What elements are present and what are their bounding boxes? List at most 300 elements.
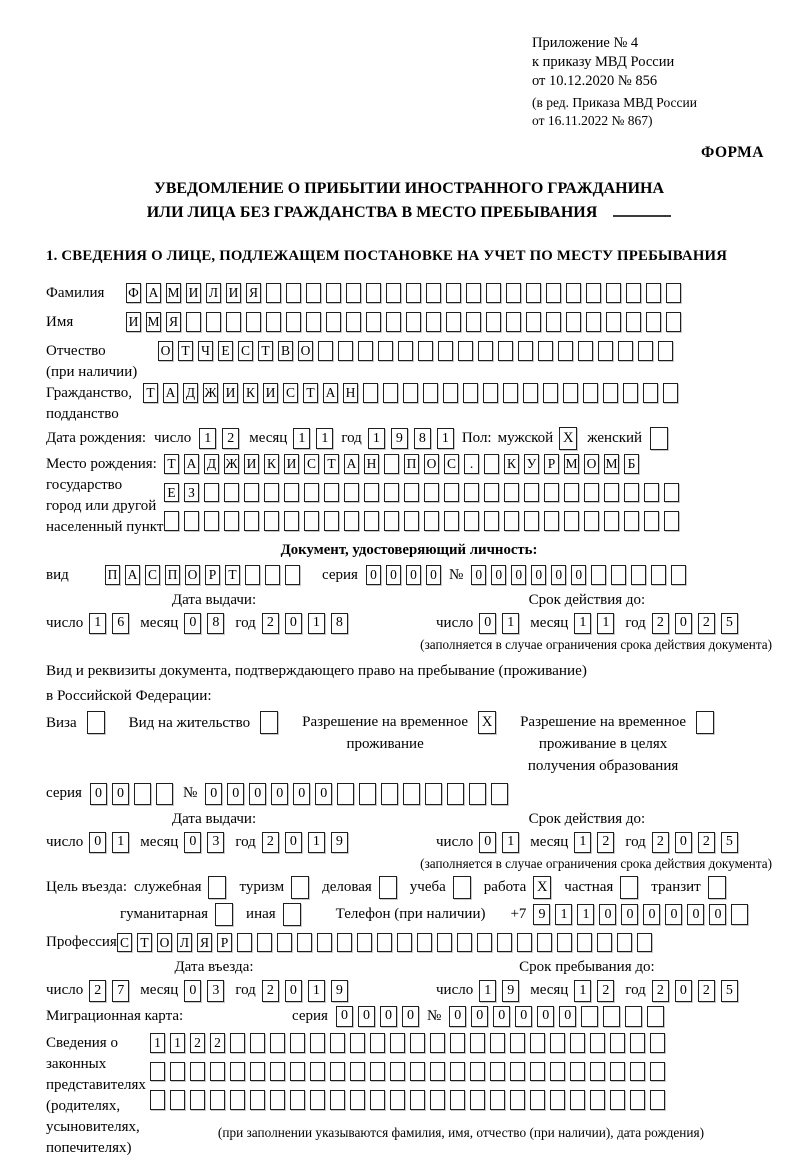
stay-until-header: Срок пребывания до: [519, 959, 655, 975]
form-cell: 0 [599, 904, 616, 926]
form-cell: 8 [331, 613, 348, 635]
form-cell [284, 483, 299, 503]
form-cell [470, 1090, 485, 1110]
form-cell [450, 1033, 465, 1053]
form-cell: 1 [199, 428, 216, 450]
form-cell [370, 1090, 385, 1110]
stay-year [652, 980, 738, 1002]
form-cell [350, 1062, 365, 1082]
form-cell: 0 [315, 783, 332, 805]
field-given-name [46, 312, 772, 333]
form-cell [510, 1033, 525, 1053]
field-representatives [46, 1033, 772, 1159]
form-cell [404, 483, 419, 503]
form-cell [498, 341, 513, 361]
form-cell [450, 1062, 465, 1082]
entry-date-line [46, 980, 382, 1002]
form-cell [404, 511, 419, 531]
birth-date-label: Дата рождения: [46, 430, 147, 446]
form-cell [338, 341, 353, 361]
form-cell [326, 312, 341, 332]
day-word: число [154, 430, 192, 446]
form-cell [134, 783, 151, 805]
form-cell [215, 903, 233, 926]
form-cell [630, 1090, 645, 1110]
migration-card-label: Миграционная карта: [46, 1007, 184, 1024]
form-cell [558, 341, 573, 361]
form-cell [630, 1062, 645, 1082]
purpose-label: Цель въезда: [46, 879, 127, 895]
form-cell [443, 383, 458, 403]
identity-series-cells [366, 565, 441, 585]
form-cell [444, 483, 459, 503]
form-cell: 0 [285, 613, 302, 635]
day-word: число [46, 982, 84, 999]
form-cell [603, 383, 618, 403]
form-cell [204, 511, 219, 531]
form-cell [310, 1090, 325, 1110]
form-cell: К [264, 454, 279, 474]
surname-cells [126, 283, 681, 303]
form-cell: 9 [391, 428, 408, 450]
form-cell: 2 [698, 613, 715, 635]
form-cell [546, 312, 561, 332]
form-cell [644, 483, 659, 503]
purpose-private-checkbox [620, 876, 638, 899]
form-cell [598, 341, 613, 361]
month-word: месяц [530, 982, 569, 999]
appendix-line: Приложение № 4 [532, 35, 639, 51]
field-citizenship [46, 383, 772, 425]
stay-until-line [436, 980, 738, 1002]
form-cell [310, 1062, 325, 1082]
form-cell: Т [143, 383, 158, 403]
form-cell [358, 341, 373, 361]
form-cell [610, 1090, 625, 1110]
form-cell [484, 511, 499, 531]
form-cell [170, 1062, 185, 1082]
form-cell: И [226, 283, 241, 303]
representatives-label: Сведения о законных представителях (родителях, усыновителях, попечителях) [46, 1035, 146, 1156]
form-cell [260, 711, 278, 734]
form-cell [285, 565, 300, 585]
identity-expiry-day [479, 613, 519, 635]
form-cell: М [146, 312, 161, 332]
form-cell: М [564, 454, 579, 474]
form-cell: С [238, 341, 253, 361]
form-cell [546, 283, 561, 303]
profession-cells [117, 933, 652, 953]
purpose-study-checkbox [453, 876, 471, 899]
form-cell: 0 [531, 565, 546, 585]
residence-issue-line [46, 832, 382, 854]
form-cell: 0 [709, 904, 726, 926]
form-cell [486, 283, 501, 303]
residence-issue-col [46, 811, 382, 854]
identity-issue-col [46, 592, 382, 635]
form-cell [164, 511, 179, 531]
form-cell [150, 1062, 165, 1082]
form-cell [418, 341, 433, 361]
form-cell: П [165, 565, 180, 585]
form-cell: 1 [574, 613, 591, 635]
form-cell [524, 483, 539, 503]
form-cell [618, 341, 633, 361]
option-residence-permit [129, 711, 278, 735]
day-word: число [46, 833, 84, 850]
form-cell: Ч [198, 341, 213, 361]
form-cell: И [223, 383, 238, 403]
form-cell [650, 1062, 665, 1082]
residence-issue-day [89, 832, 129, 854]
purpose-tourism-label: туризм [239, 879, 285, 895]
form-cell [230, 1090, 245, 1110]
purpose-tourism-checkbox [291, 876, 309, 899]
citizenship-label: Гражданство, подданство [46, 385, 133, 422]
form-cell: М [166, 283, 181, 303]
form-cell [550, 1062, 565, 1082]
identity-issue-month [184, 613, 224, 635]
form-cell [597, 933, 612, 953]
form-cell [625, 1006, 642, 1028]
form-title-line1: УВЕДОМЛЕНИЕ О ПРИБЫТИИ ИНОСТРАННОГО ГРАЖДАНИНА [153, 180, 665, 197]
form-cell [264, 511, 279, 531]
form-cell [453, 876, 471, 899]
residence-permit-checkbox [260, 711, 278, 734]
form-cell [731, 904, 748, 926]
form-cell [590, 1062, 605, 1082]
identity-kind-label: вид [46, 566, 69, 583]
form-cell [206, 312, 221, 332]
purpose-row [46, 876, 772, 899]
form-cell: 1 [574, 832, 591, 854]
form-cell [230, 1033, 245, 1053]
form-cell [504, 483, 519, 503]
form-cell: А [184, 454, 199, 474]
form-cell [208, 876, 226, 899]
form-cell: О [185, 565, 200, 585]
form-cell [590, 1033, 605, 1053]
identity-expiry-line [436, 613, 738, 635]
sex-label: Пол: [461, 430, 492, 446]
field-birth-date [46, 427, 772, 450]
form-cell [156, 783, 173, 805]
residence-doc-options [46, 711, 772, 777]
form-cell [626, 312, 641, 332]
form-cell [270, 1033, 285, 1053]
form-cell [350, 1033, 365, 1053]
form-cell: 2 [698, 832, 715, 854]
field-migration-card [46, 1006, 772, 1028]
form-cell [696, 711, 714, 734]
form-cell [647, 1006, 664, 1028]
form-cell: 1 [170, 1033, 185, 1053]
form-cell: К [243, 383, 258, 403]
form-cell: 0 [205, 783, 222, 805]
visa-label: Виза [46, 715, 77, 731]
form-cell: Я [166, 312, 181, 332]
form-cell [570, 1090, 585, 1110]
series-word: серия [322, 566, 358, 583]
form-cell [671, 565, 686, 585]
form-cell [447, 783, 464, 805]
form-cell [630, 1033, 645, 1053]
form-cell [286, 312, 301, 332]
form-cell: У [524, 454, 539, 474]
form-cell: 0 [471, 1006, 488, 1028]
form-cell: 0 [293, 783, 310, 805]
form-cell: Ж [203, 383, 218, 403]
given-name-cells [126, 312, 681, 332]
representatives-row3 [150, 1090, 665, 1110]
form-cell [708, 876, 726, 899]
year-word: год [341, 430, 362, 446]
residence-doc-dates [46, 811, 772, 873]
form-cell: X [559, 427, 577, 450]
patronymic-cells [158, 341, 673, 361]
form-cell [484, 483, 499, 503]
identity-doc-kind-row [46, 565, 772, 586]
form-cell: С [283, 383, 298, 403]
form-cell: 0 [380, 1006, 397, 1028]
form-cell: А [344, 454, 359, 474]
form-cell [446, 312, 461, 332]
form-cell: 2 [190, 1033, 205, 1053]
purpose-commercial-checkbox [379, 876, 397, 899]
form-cell [384, 511, 399, 531]
form-cell [606, 283, 621, 303]
form-cell: 9 [331, 832, 348, 854]
birth-place-row2 [164, 483, 679, 503]
form-cell [538, 341, 553, 361]
form-cell [557, 933, 572, 953]
form-cell [364, 511, 379, 531]
form-cell: Р [205, 565, 220, 585]
form-cell [470, 1033, 485, 1053]
form-cell [486, 312, 501, 332]
form-cell: О [298, 341, 313, 361]
form-cell: 2 [652, 613, 669, 635]
sex-male-label: мужской [497, 430, 554, 446]
form-cell [210, 1090, 225, 1110]
form-cell: 7 [112, 980, 129, 1002]
form-cell [490, 1062, 505, 1082]
form-cell: 9 [502, 980, 519, 1002]
purpose-commercial-label: деловая [322, 879, 372, 895]
form-cell: 0 [493, 1006, 510, 1028]
option-visa [46, 711, 105, 735]
form-cell: Р [217, 933, 232, 953]
form-cell [617, 933, 632, 953]
form-cell: 0 [675, 613, 692, 635]
form-cell [564, 511, 579, 531]
residence-doc-dates-cols [46, 811, 772, 854]
residence-expiry-col [436, 811, 738, 854]
form-cell [244, 511, 259, 531]
stay-month [574, 980, 614, 1002]
form-cell: 0 [537, 1006, 554, 1028]
residence-expiry-header: Срок действия до: [528, 810, 646, 827]
form-cell: 0 [336, 1006, 353, 1028]
form-cell: 3 [207, 832, 224, 854]
form-cell [310, 1033, 325, 1053]
purpose-other-checkbox [283, 903, 301, 926]
sex-male-checkbox [559, 427, 577, 450]
form-cell [491, 783, 508, 805]
form-cell [426, 283, 441, 303]
form-cell [417, 933, 432, 953]
purpose-transit-checkbox [708, 876, 726, 899]
form-cell: 1 [308, 613, 325, 635]
series-word: серия [292, 1007, 328, 1024]
form-cell: 0 [227, 783, 244, 805]
residence-intro-line1: Вид и реквизиты документа, подтверждающего право на пребывание (проживание) [46, 662, 587, 679]
migration-series-cells [336, 1006, 419, 1028]
day-word: число [46, 614, 84, 631]
form-cell [570, 1033, 585, 1053]
form-cell: Л [206, 283, 221, 303]
form-cell [484, 454, 499, 474]
form-cell [578, 341, 593, 361]
form-cell [410, 1033, 425, 1053]
form-cell [603, 1006, 620, 1028]
given-name-label: Имя [46, 314, 74, 330]
form-cell: 1 [112, 832, 129, 854]
citizenship-cells [143, 383, 678, 403]
purpose-work-checkbox [533, 876, 551, 899]
form-cell [591, 565, 606, 585]
field-surname [46, 283, 772, 304]
form-cell [646, 312, 661, 332]
form-cell: А [146, 283, 161, 303]
form-cell [224, 483, 239, 503]
form-cell [504, 511, 519, 531]
form-cell [466, 283, 481, 303]
form-cell [643, 383, 658, 403]
form-cell [650, 1033, 665, 1053]
identity-issue-day [89, 613, 129, 635]
form-cell [566, 312, 581, 332]
form-cell [650, 427, 668, 450]
form-cell [510, 1090, 525, 1110]
form-cell [297, 933, 312, 953]
profession-label: Профессия [46, 934, 117, 950]
form-cell [286, 283, 301, 303]
month-word: месяц [530, 614, 569, 631]
form-cell: Т [164, 454, 179, 474]
form-cell [190, 1062, 205, 1082]
form-cell [226, 312, 241, 332]
form-cell: 1 [437, 428, 454, 450]
form-cell [550, 1033, 565, 1053]
form-cell [403, 383, 418, 403]
form-cell [457, 933, 472, 953]
form-cell [184, 511, 199, 531]
form-title [46, 177, 772, 225]
form-cell: А [125, 565, 140, 585]
form-cell [524, 511, 539, 531]
identity-doc-dates [46, 592, 772, 654]
form-cell [410, 1090, 425, 1110]
form-cell: 0 [89, 832, 106, 854]
form-cell [497, 933, 512, 953]
form-cell [644, 511, 659, 531]
form-cell [470, 1062, 485, 1082]
form-cell: 0 [511, 565, 526, 585]
form-cell: Т [258, 341, 273, 361]
surname-label: Фамилия [46, 285, 105, 301]
form-cell: Я [246, 283, 261, 303]
option-temp-residence [302, 711, 496, 755]
form-cell: 0 [366, 565, 381, 585]
form-cell: 0 [271, 783, 288, 805]
form-cell [424, 511, 439, 531]
form-cell: 1 [502, 613, 519, 635]
form-cell: С [304, 454, 319, 474]
form-cell: О [158, 341, 173, 361]
form-cell [566, 283, 581, 303]
form-cell: А [323, 383, 338, 403]
form-cell [438, 341, 453, 361]
form-cell: 0 [571, 565, 586, 585]
form-cell [186, 312, 201, 332]
form-cell: Д [183, 383, 198, 403]
form-cell: Т [303, 383, 318, 403]
form-cell [570, 1062, 585, 1082]
form-cell [330, 1090, 345, 1110]
form-cell: Я [197, 933, 212, 953]
form-cell: Н [343, 383, 358, 403]
form-title-line2: ИЛИ ЛИЦА БЕЗ ГРАЖДАНСТВА В МЕСТО ПРЕБЫВАНИЯ [146, 204, 598, 221]
form-cell [364, 483, 379, 503]
form-cell [666, 283, 681, 303]
form-cell [458, 341, 473, 361]
form-cell: 8 [207, 613, 224, 635]
form-cell: 2 [222, 428, 239, 450]
form-cell: 2 [698, 980, 715, 1002]
form-cell: 0 [285, 832, 302, 854]
form-cell: X [478, 711, 496, 734]
day-word: число [436, 833, 474, 850]
residence-series-cells [90, 783, 173, 805]
form-cell [425, 783, 442, 805]
form-cell: 0 [491, 565, 506, 585]
form-cell: 0 [406, 565, 421, 585]
form-cell: 0 [551, 565, 566, 585]
form-cell [390, 1090, 405, 1110]
form-cell: 0 [358, 1006, 375, 1028]
form-cell [346, 312, 361, 332]
purpose-business-label: служебная [133, 879, 202, 895]
edition-line: (в ред. Приказа МВД России [532, 95, 697, 110]
form-cell [284, 511, 299, 531]
form-cell [651, 565, 666, 585]
entry-month [184, 980, 224, 1002]
form-cell: 2 [597, 832, 614, 854]
form-cell: X [533, 876, 551, 899]
temp-residence-education-checkbox [696, 711, 714, 734]
month-word: месяц [140, 833, 179, 850]
form-cell [624, 483, 639, 503]
form-cell: 0 [402, 1006, 419, 1028]
month-word: месяц [140, 982, 179, 999]
residence-expiry-note: (заполняется в случае ограничения срока действия документа) [420, 856, 772, 871]
form-cell: 0 [471, 565, 486, 585]
identity-doc-heading: Документ, удостоверяющий личность: [280, 541, 538, 558]
form-cell [583, 383, 598, 403]
purpose-humanitarian-checkbox [215, 903, 233, 926]
purpose-private-label: частная [564, 879, 614, 895]
